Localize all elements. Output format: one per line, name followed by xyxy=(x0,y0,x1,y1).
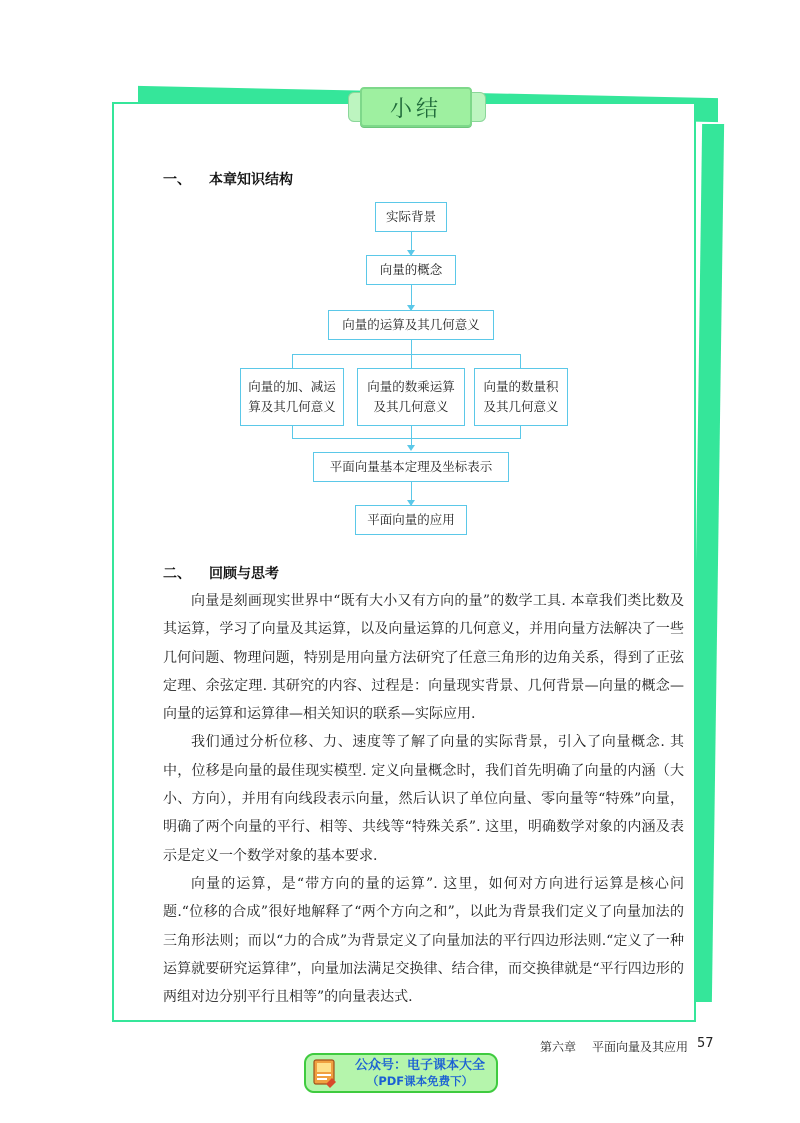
flow-node-label: 平面向量基本定理及坐标表示 xyxy=(329,459,493,474)
flow-node-label: 及其几何意义 xyxy=(483,399,559,414)
badge-line-1: 公众号：电子课本大全 xyxy=(354,1058,485,1073)
flow-node-label: 及其几何意义 xyxy=(373,399,449,414)
paragraph: 我们通过分析位移、力、速度等了解了向量的实际背景，引入了向量概念. 其中，位移是向量的最佳现实模型. 定义向量概念时，我们首先明确了向量的内涵（大小、方向），并用有向线段表示向量，然后认识了单位向量、零向量等“特殊”向量，明确了两个向量的平行、相等、共线等“特殊关系”. 这里，明确数学对象的内涵及表示是定义一个数学对象的基本要求. xyxy=(163,734,684,864)
flow-node-label: 实际背景 xyxy=(385,209,436,224)
section-heading-structure xyxy=(163,169,293,189)
flow-node-dot-product xyxy=(474,368,568,426)
flow-node-label: 向量的运算及其几何意义 xyxy=(342,317,480,332)
flow-node-basic-theorem xyxy=(313,452,509,482)
watermark-badge xyxy=(304,1053,498,1093)
title-tab xyxy=(360,87,472,127)
flow-node-label: 平面向量的应用 xyxy=(367,512,455,527)
flow-node-operations xyxy=(328,310,494,340)
chapter-label: 第六章 xyxy=(540,1040,577,1054)
badge-line-2: （PDF课本免费下） xyxy=(366,1074,474,1088)
flow-node-add-subtract xyxy=(240,368,344,426)
flow-node-label: 向量的概念 xyxy=(379,262,443,277)
section-number: 一、 xyxy=(163,172,191,188)
paragraph: 向量是刻画现实世界中“既有大小又有方向的量”的数学工具. 本章我们类比数及其运算，学习了向量及其运算，以及向量运算的几何意义，并用向量方法解决了一些几何问题、物理问题，特别是用向量方法研究了任意三角形的边角关系，得到了正弦定理、余弦定理. 其研究的内容、过程是：向量现实背景、几何背景—向量的概念—向量的运算和运算律—相关知识的联系—实际应用. xyxy=(163,593,684,723)
section-number: 二、 xyxy=(163,566,191,582)
page-title: 小结 xyxy=(389,96,442,122)
paragraph: 向量的运算，是“带方向的量的运算”. 这里，如何对方向进行运算是核心问题.“位移的合成”很好地解释了“两个方向之和”，以此为背景我们定义了向量加法的三角形法则；而以“力的合成”为背景定义了向量加法的平行四边形法则.“定义了一种运算就要研究运算律”，向量加法满足交换律、结合律，而交换律就是“平行四边形的两组对边分别平行且相等”的向量表达式. xyxy=(163,875,684,1006)
flow-node-label: 向量的数乘运算 xyxy=(367,379,455,394)
flow-node-label: 向量的加、减运 xyxy=(248,379,336,394)
flow-node-concept xyxy=(366,255,456,285)
flow-node-scalar-multiplication xyxy=(357,368,465,426)
book-icon xyxy=(312,1058,338,1088)
flow-node-label: 算及其几何意义 xyxy=(248,399,336,414)
review-body-text xyxy=(163,587,684,1011)
running-footer xyxy=(540,1038,688,1055)
chapter-title: 平面向量及其应用 xyxy=(592,1040,689,1054)
page-number: 57 xyxy=(697,1036,714,1051)
section-heading-review xyxy=(163,563,279,583)
section-title: 本章知识结构 xyxy=(209,172,293,188)
flow-node-background xyxy=(375,202,447,232)
flow-node-label: 向量的数量积 xyxy=(483,379,559,394)
flow-node-applications xyxy=(355,505,467,535)
section-title: 回顾与思考 xyxy=(209,566,279,582)
